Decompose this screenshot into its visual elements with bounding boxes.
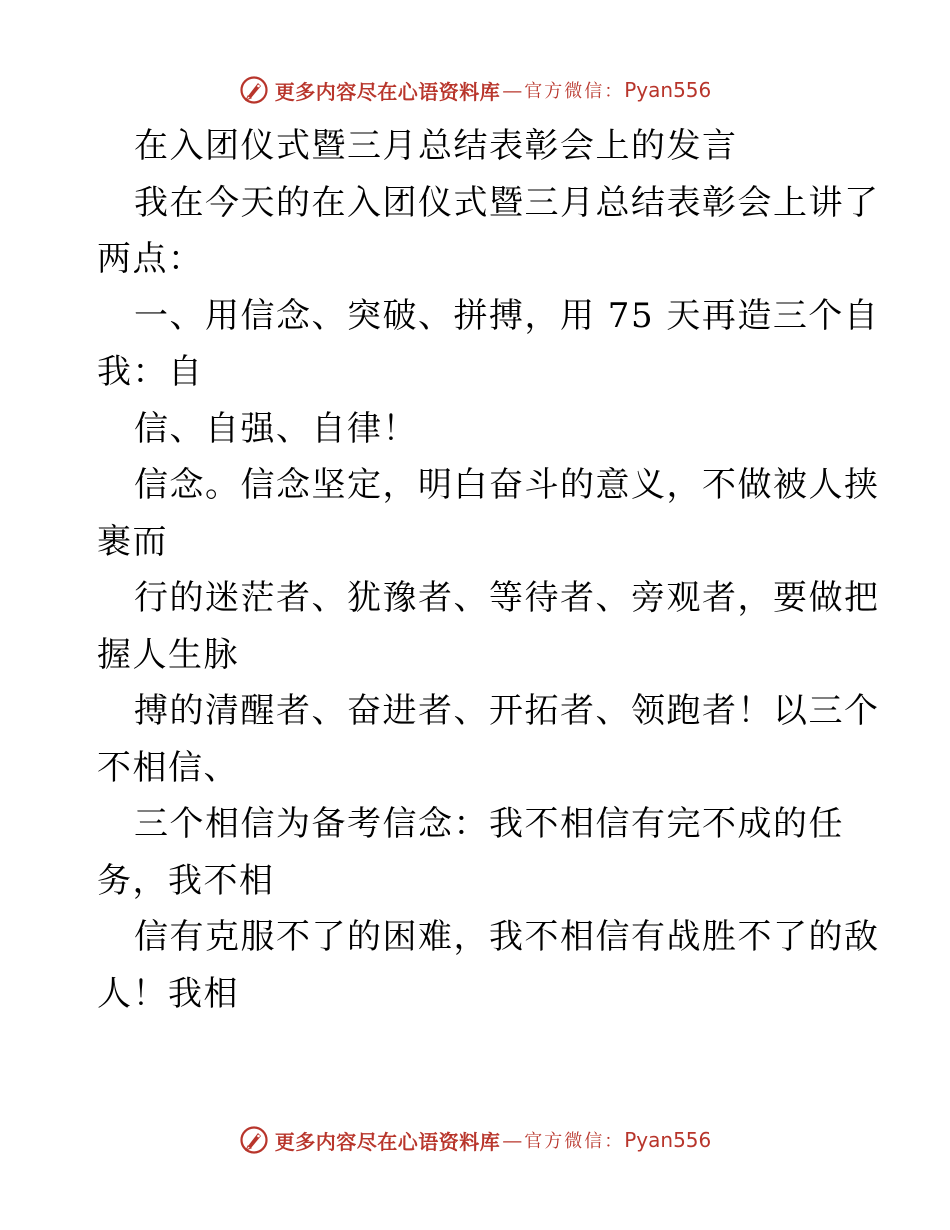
- watermark-wechat-id: Pyan556: [624, 1128, 712, 1152]
- paragraph-line: 两点：: [97, 239, 204, 279]
- paragraph-line: 不相信、: [97, 747, 239, 788]
- paragraph-line: 务，我不相: [97, 860, 275, 901]
- watermark-wechat-label: 官方微信：: [524, 81, 625, 102]
- document-title: 在入团仪式暨三月总结表彰会上的发言: [134, 126, 738, 166]
- pen-nib-logo-icon: [239, 1125, 269, 1155]
- paragraph-line: 三个相信为备考信念：我不相信有完不成的任: [134, 804, 844, 844]
- paragraph-line: 握人生脉: [97, 634, 239, 675]
- paragraph-line: 一、用信念、突破、拼搏，用 75 天再造三个自: [134, 295, 880, 336]
- header-watermark: [0, 70, 950, 110]
- document-body: [97, 118, 880, 1022]
- paragraph-line: 裹而: [97, 521, 168, 562]
- paragraph-line: 信有克服不了的困难，我不相信有战胜不了的敌: [134, 917, 880, 957]
- paragraph-line: 信、自强、自律！: [134, 408, 418, 449]
- paragraph-line: 搏的清醒者、奋进者、开拓者、领跑者！以三个: [134, 691, 880, 731]
- watermark-site-text: 更多内容尽在心语资料库: [274, 1129, 501, 1154]
- footer-watermark: [0, 1120, 950, 1160]
- watermark-wechat-label: 官方微信：: [524, 1131, 625, 1152]
- watermark-wechat-id: Pyan556: [624, 78, 712, 102]
- paragraph-line: 我在今天的在入团仪式暨三月总结表彰会上讲了: [134, 182, 880, 223]
- watermark-dash: —: [502, 78, 523, 102]
- paragraph-line: 行的迷茫者、犹豫者、等待者、旁观者，要做把: [134, 578, 880, 618]
- watermark-dash: —: [502, 1128, 523, 1152]
- pen-nib-logo-icon: [239, 75, 269, 105]
- paragraph-line: 信念。信念坚定，明白奋斗的意义，不做被人挟: [134, 465, 880, 505]
- paragraph-line: 我：自: [97, 352, 204, 392]
- paragraph-line: 人！我相: [97, 973, 239, 1014]
- watermark-site-text: 更多内容尽在心语资料库: [274, 79, 501, 104]
